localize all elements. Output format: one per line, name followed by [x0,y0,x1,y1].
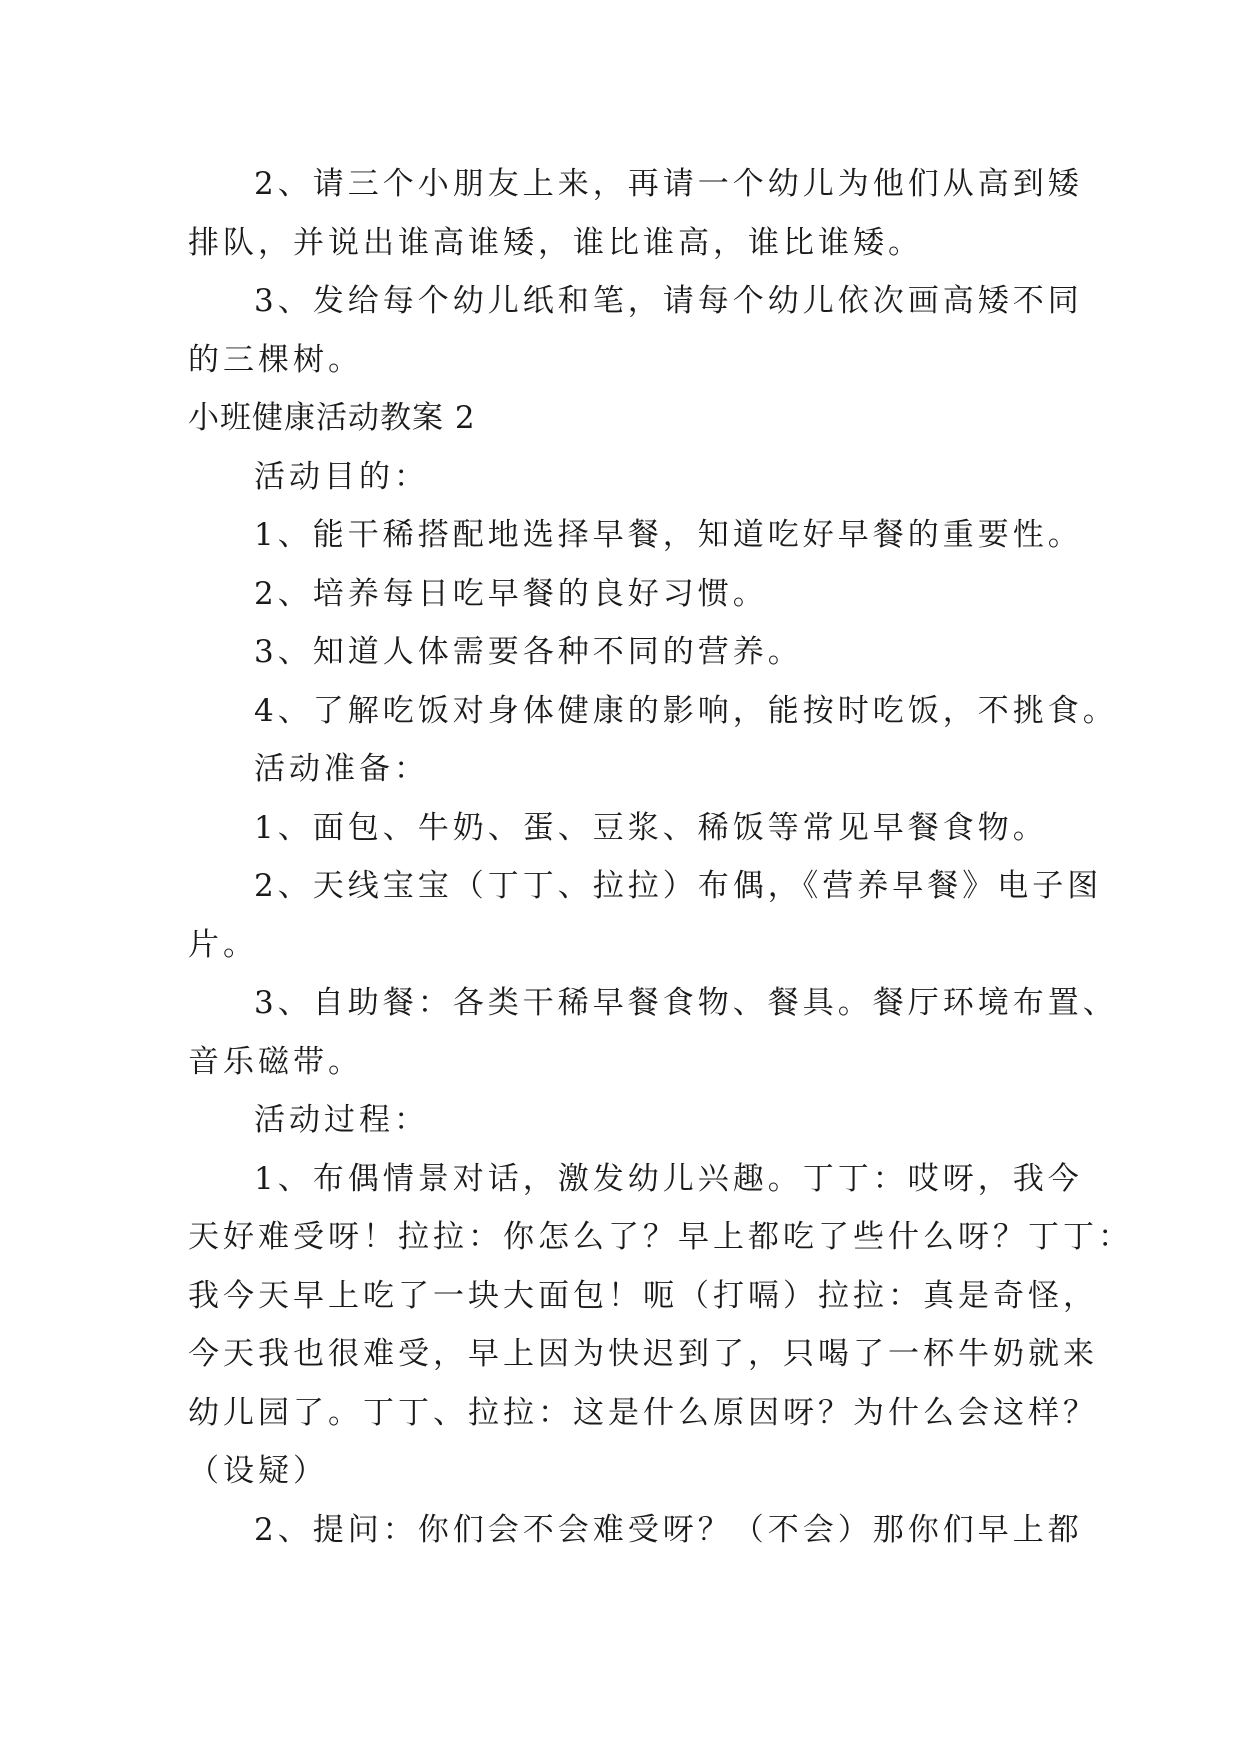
paragraph-line: 3、发给每个幼儿纸和笔，请每个幼儿依次画高矮不同 [254,283,1083,319]
paragraph-line: 3、自助餐：各类干稀早餐食物、餐具。餐厅环境布置、 [254,985,1118,1021]
paragraph-line: 2、天线宝宝（丁丁、拉拉）布偶，《营养早餐》电子图 [254,868,1103,904]
paragraph-line: 片。 [188,926,258,963]
paragraph-line: 4、了解吃饭对身体健康的影响，能按时吃饭，不挑食。 [254,692,1118,729]
paragraph-line: 天好难受呀！拉拉：你怎么了？早上都吃了些什么呀？丁丁： [188,1219,1133,1255]
paragraph-line: （设疑） [188,1453,328,1489]
section-title: 小班健康活动教案 2 [188,400,476,436]
paragraph-line: 2、请三个小朋友上来，再请一个幼儿为他们从高到矮 [254,166,1083,202]
paragraph-line: 的三棵树。 [188,341,363,378]
subsection-heading: 活动目的： [254,458,429,495]
paragraph-line: 音乐磁带。 [188,1043,363,1080]
paragraph-line: 幼儿园了。丁丁、拉拉：这是什么原因呀？为什么会这样？ [188,1394,1098,1431]
subsection-heading: 活动过程： [254,1102,429,1138]
paragraph-line: 1、能干稀搭配地选择早餐，知道吃好早餐的重要性。 [254,517,1083,553]
paragraph-line: 2、提问：你们会不会难受呀？（不会）那你们早上都 [254,1511,1083,1548]
subsection-heading: 活动准备： [254,751,429,787]
paragraph-line: 我今天早上吃了一块大面包！呃（打嗝）拉拉：真是奇怪， [188,1277,1098,1314]
paragraph-line: 1、面包、牛奶、蛋、豆浆、稀饭等常见早餐食物。 [254,809,1048,846]
paragraph-line: 2、培养每日吃早餐的良好习惯。 [254,575,768,612]
paragraph-line: 今天我也很难受，早上因为快迟到了，只喝了一杯牛奶就来 [188,1336,1098,1372]
paragraph-line: 1、布偶情景对话，激发幼儿兴趣。丁丁：哎呀，我今 [254,1160,1083,1197]
paragraph-line: 3、知道人体需要各种不同的营养。 [254,634,803,670]
paragraph-line: 排队，并说出谁高谁矮，谁比谁高，谁比谁矮。 [188,224,923,261]
document-body [188,155,1133,1559]
